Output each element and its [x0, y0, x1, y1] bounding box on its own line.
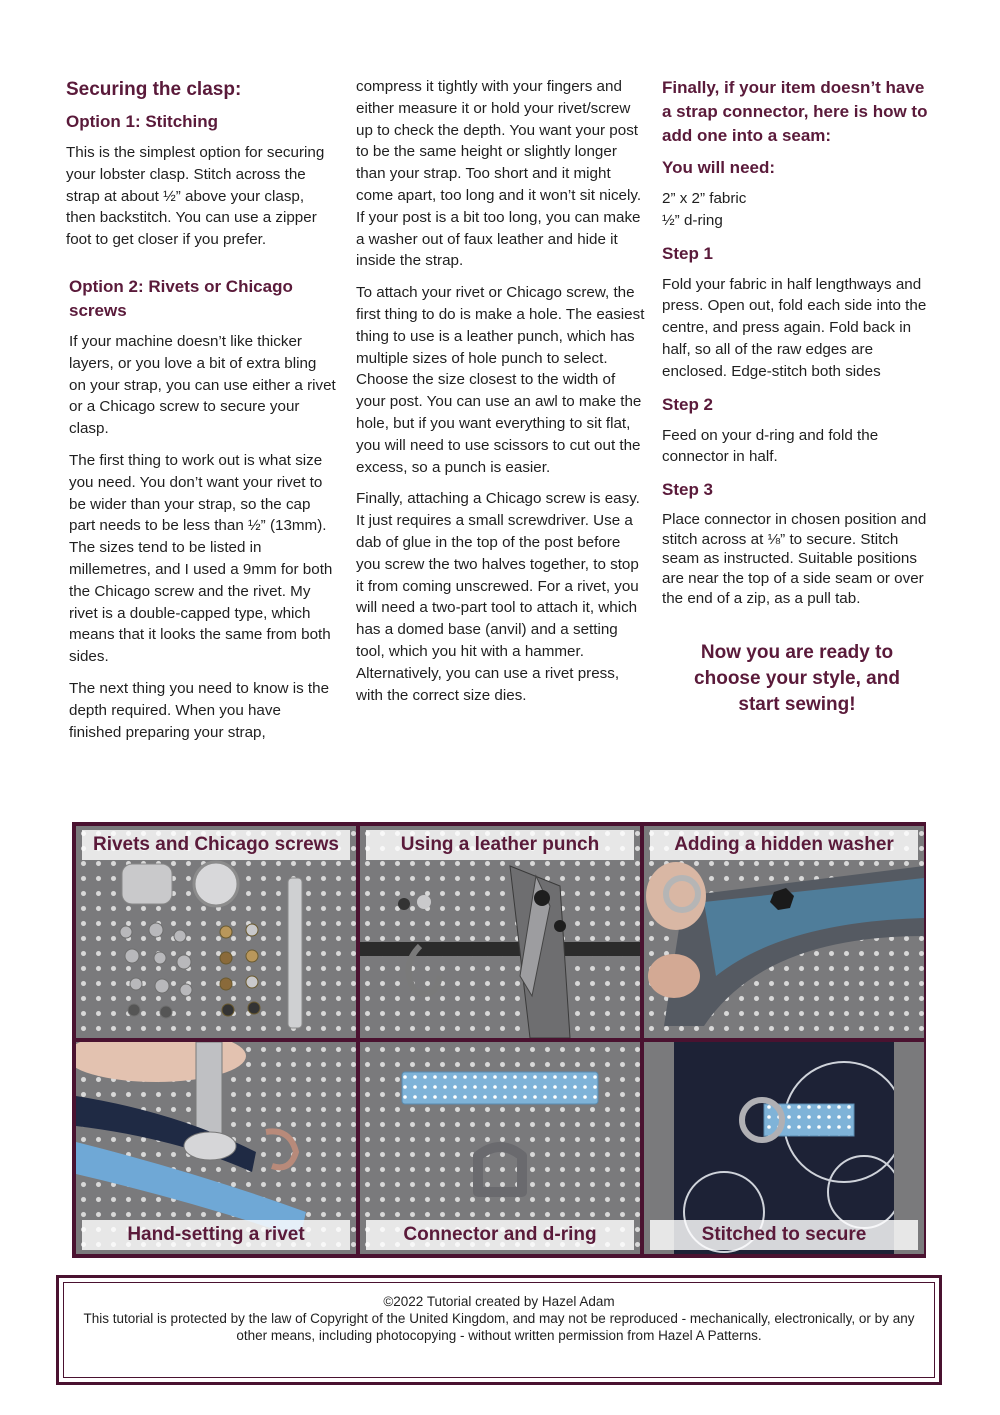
photo-adding-a-hidden-washer [644, 826, 924, 1038]
photo-caption: Stitched to secure [650, 1220, 918, 1250]
step-1-text: Fold your fabric in half lengthways and press. Open out, fold each side into the centre, and press again. Fold back in half, so all of the raw edges are enclosed. Edge-stitch both sides [662, 275, 927, 380]
option-2-title: Option 2: Rivets or Chicago screws [69, 276, 293, 320]
closing-message [662, 640, 932, 718]
step-1-title: Step 1 [662, 243, 714, 263]
copyright-line: ©2022 Tutorial created by Hazel Adam [383, 1294, 615, 1309]
photo-caption: Rivets and Chicago screws [82, 830, 350, 860]
connector-heading: Finally, if your item doesn’t have a strap connector, here is how to add one into a seam: [662, 78, 928, 145]
photo-caption: Adding a hidden washer [650, 830, 918, 860]
photo-caption: Connector and d-ring [366, 1220, 634, 1250]
photo-hand-setting-a-rivet [76, 1042, 356, 1254]
photo-grid [72, 822, 926, 1258]
need-item-fabric: 2” x 2” fabric [662, 190, 747, 207]
photo-using-a-leather-punch [360, 826, 640, 1038]
step-3-text: Place connector in chosen position and stitch across at ⅛” to secure. Stitch seam as instructed. Suitable positions are near the top of a side seam or over the end of a zip, as a pull tab. [662, 511, 927, 607]
closing-line-1: Now you are ready to [700, 642, 894, 664]
photo-stitched-to-secure [644, 1042, 924, 1254]
closing-line-3: start sewing! [738, 694, 856, 716]
option-2-paragraph-3: The next thing you need to know is the depth required. When you have finished preparing your strap, [69, 679, 330, 741]
section-heading: Securing the clasp: [66, 79, 242, 100]
photo-rivets-and-chicago-screws [76, 826, 356, 1038]
column-2 [356, 76, 646, 716]
step-2-title: Step 2 [662, 394, 714, 414]
closing-line-2: choose your style, and [694, 668, 900, 690]
photo-connector-and-d-ring [360, 1042, 640, 1254]
step-3-title: Step 3 [662, 480, 714, 500]
you-will-need-title: You will need: [662, 158, 776, 177]
column-1 [66, 76, 336, 753]
option-2-paragraph-2: The first thing to work out is what size you need. You don’t want your rivet to be wider than your strap, so the cap part needs to be less than ½” (13mm). The sizes tend to be listed in millemetres, and I used a 9mm for both the Chicago screw and the rivet. My rivet is a double-capped type, which means that it looks the same from both sides. [69, 451, 333, 666]
attach-paragraph: Finally, attaching a Chicago screw is easy. It just requires a small screwdriver. Use a dab of glue in the top of the post before you screw the two halves together, to stop it from coming unscrewed. For a rivet, you will need a two-part tool to attach it, which has a domed base (anvil) and a setting tool, which you hit with a hammer. Alternatively, you can use a rivet press, with the correct size dies. [356, 490, 640, 704]
copyright-footer-inner [63, 1282, 935, 1378]
depth-paragraph: compress it tightly with your fingers and either measure it or hold your rivet/screw up to check the depth. You want your post to be the same height or slightly longer than your strap. Too short and it might come apart, too long and it won’t sit nicely. If your post is a bit too long, you can make a washer out of faux leather and hide it inside the strap. [356, 78, 642, 270]
copyright-notice: This tutorial is protected by the law of Copyright of the United Kingdom, and may not be reproduced - mechanically, electronically, or by any other means, including photocopying - without written permission from Hazel A Patterns. [83, 1311, 915, 1343]
column-3 [662, 76, 932, 718]
hole-paragraph: To attach your rivet or Chicago screw, the first thing to do is make a hole. The easiest thing to use is a leather punch, which has multiple sizes of hole punch to select. Choose the size closest to the width of your post. You can use an awl to make the hole, but if you want everything to sit flat, you will need to use scissors to cut out the excess, so a punch is easier. [356, 284, 645, 476]
copyright-footer [56, 1275, 942, 1385]
option-2-paragraph-1: If your machine doesn’t like thicker layers, or you love a bit of extra bling on your strap, you can use either a rivet or a Chicago screw to secure your clasp. [69, 332, 336, 438]
photo-caption: Using a leather punch [366, 830, 634, 860]
option-1-text: This is the simplest option for securing your lobster clasp. Stitch across the strap at about ½” above your clasp, then backstitch. You can use a zipper foot to get closer if you prefer. [66, 144, 325, 249]
step-2-text: Feed on your d-ring and fold the connector in half. [662, 426, 879, 466]
need-item-d-ring: ½” d-ring [662, 211, 723, 229]
photo-caption: Hand-setting a rivet [82, 1220, 350, 1250]
option-1-title: Option 1: Stitching [66, 112, 219, 131]
